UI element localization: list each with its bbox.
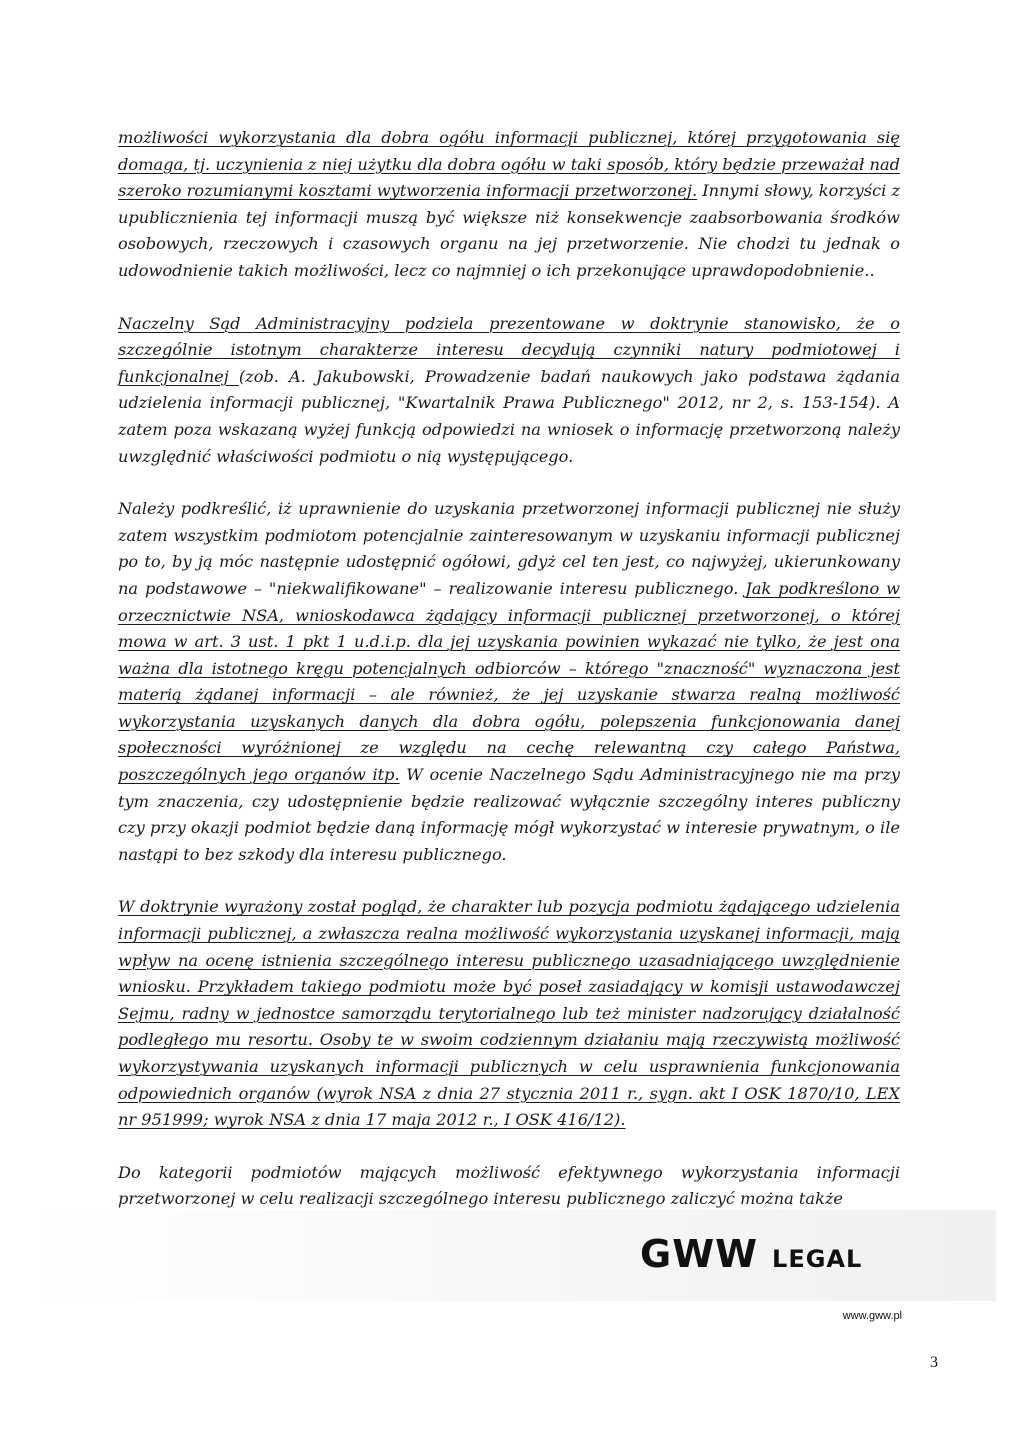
- body-text: [118, 125, 900, 1213]
- text-segment: W ocenie Naczelnego Sądu Administracyjnego nie ma przy tym znaczenia, czy udostępnienie będzie realizować wyłącznie szczególny interes publiczny czy przy okazji podmiot będzie daną informację mógł wykorzystać w interesie prywatnym, o ile nastąpi to bez szkody dla interesu publicznego.: [118, 765, 900, 864]
- company-logo: [640, 1232, 862, 1276]
- logo-main-text: GWW: [640, 1232, 759, 1276]
- paragraph: [118, 894, 900, 1133]
- text-segment: Do kategorii podmiotów mających możliwość efektywnego wykorzystania informacji przetworzonej w celu realizacji szczególnego interesu publicznego zaliczyć można także: [118, 1162, 900, 1209]
- page-number: 3: [930, 1354, 938, 1371]
- paragraph: [118, 1160, 900, 1213]
- text-segment: Należy podkreślić, iż uprawnienie do uzyskania przetworzonej informacji publicznej nie służy zatem wszystkim podmiotom potencjalnie zainteresowanym w uzyskaniu informacji publicznej po to, by ją móc następnie udostępnić ogółowi, gdyż cel ten jest, co najwyżej, ukierunkowany na podstawowe – "niekwalifikowane" – realizowanie interesu publicznego.: [118, 499, 900, 598]
- text-segment: (zob. A. Jakubowski, Prowadzenie badań naukowych jako podstawa żądania udzielenia informacji publicznej, "Kwartalnik Prawa Publicznego" 2012, nr 2, s. 153-154). A zatem poza wskazaną wyżej funkcją odpowiedzi na wniosek o informację przetworzoną należy uwzględnić właściwości podmiotu o nią występującego.: [118, 366, 900, 466]
- website-url: www.gww.pl: [842, 1310, 902, 1322]
- paragraph: [118, 125, 900, 285]
- logo-sub-text: LEGAL: [772, 1245, 863, 1273]
- underlined-text-segment: Naczelny Sąd Administracyjny podziela prezentowane w doktrynie stanowisko, że o szczególnie istotnym charakterze interesu decydują czynniki natury podmiotowej i funkcjonalnej: [118, 313, 900, 386]
- underlined-text-segment: Jak podkreślono w orzecznictwie NSA, wnioskodawca żądający informacji publicznej przetworzonej, o której mowa w art. 3 ust. 1 pkt 1 u.d.i.p. dla jej uzyskania powinien wykazać nie tylko, że jest ona ważna dla istotnego kręgu potencjalnych odbiorców – którego "znaczność" wyznaczona jest materią żądanej informacji – ale również, że jej uzyskanie stwarza realną możliwość wykorzystania uzyskanych danych dla dobra ogółu, polepszenia funkcjonowania danej społeczności wyróżnionej ze względu na cechę relewantną czy całego Państwa, poszczególnych jego organów itp.: [118, 578, 900, 785]
- text-segment: Innymi słowy, korzyści z upublicznienia tej informacji muszą być większe niż konsekwencje zaabsorbowania środków osobowych, rzeczowych i czasowych organu na jej przetworzenie. Nie chodzi tu jednak o udowodnienie takich możliwości, lecz co najmniej o ich przekonujące uprawdopodobnienie..: [118, 181, 900, 280]
- underlined-text-segment: możliwości wykorzystania dla dobra ogółu informacji publicznej, której przygotowania się domaga, tj. uczynienia z niej użytku dla dobra ogółu w taki sposób, który będzie przeważał nad szeroko rozumianymi kosztami wytworzenia informacji przetworzonej.: [118, 128, 900, 201]
- paragraph: [118, 311, 900, 471]
- paragraph: [118, 496, 900, 868]
- underlined-text-segment: W doktrynie wyrażony został pogląd, że charakter lub pozycja podmiotu żądającego udzielenia informacji publicznej, a zwłaszcza realna możliwość wykorzystania uzyskanej informacji, mają wpływ na ocenę istnienia szczególnego interesu publicznego uzasadniającego uwzględnienie wniosku. Przykładem takiego podmiotu może być poseł zasiadający w komisji ustawodawczej Sejmu, radny w jednostce samorządu terytorialnego lub też minister nadzorujący działalność podległego mu resortu. Osoby te w swoim codziennym działaniu mają rzeczywistą możliwość wykorzystywania uzyskanych informacji publicznych w celu usprawnienia funkcjonowania odpowiednich organów (wyrok NSA z dnia 27 stycznia 2011 r., sygn. akt I OSK 1870/10, LEX nr 951999; wyrok NSA z dnia 17 maja 2012 r., I OSK 416/12).: [118, 897, 900, 1130]
